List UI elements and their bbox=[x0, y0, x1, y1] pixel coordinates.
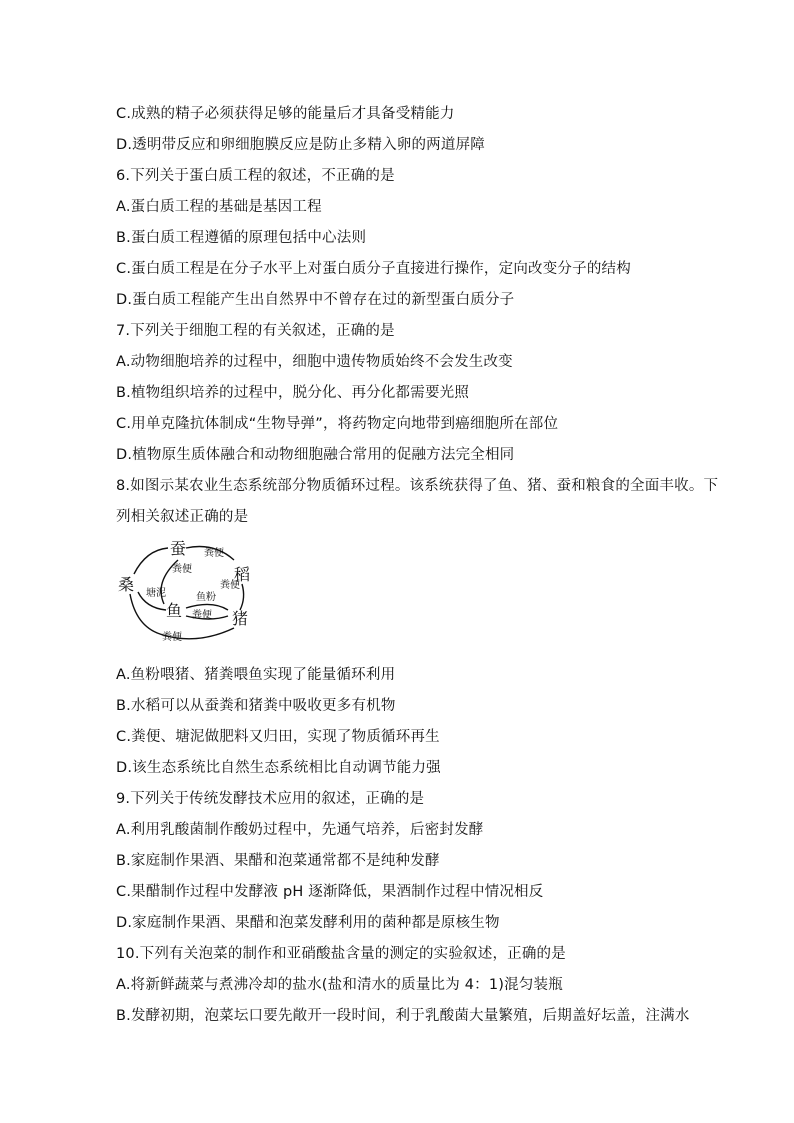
option-b: B.家庭制作果酒、果醋和泡菜通常都不是纯种发酵 bbox=[116, 853, 440, 869]
option-c: C.果醋制作过程中发酵液 pH 逐渐降低，果酒制作过程中情况相反 bbox=[116, 884, 544, 900]
option-b: B.水稻可以从蚕粪和猪粪中吸收更多有机物 bbox=[116, 698, 396, 714]
node-fish: 鱼 bbox=[166, 601, 183, 620]
option-a: A.动物细胞培养的过程中，细胞中遗传物质始终不会发生改变 bbox=[116, 354, 513, 370]
option-d: D.蛋白质工程能产生出自然界中不曾存在过的新型蛋白质分子 bbox=[116, 292, 515, 308]
arrow-mulberry-silkworm bbox=[134, 548, 168, 574]
option-d: D.该生态系统比自然生态系统相比自动调节能力强 bbox=[116, 760, 441, 776]
arrow-rice-pig bbox=[240, 584, 244, 610]
edge-label: 塘泥 bbox=[146, 588, 166, 599]
option-a: A.蛋白质工程的基础是基因工程 bbox=[116, 199, 322, 215]
option-d: D.家庭制作果酒、果醋和泡菜发酵利用的菌种都是原核生物 bbox=[116, 915, 500, 931]
edge-label: 鱼粉 bbox=[196, 592, 216, 603]
node-silkworm: 蚕 bbox=[170, 539, 187, 558]
node-pig: 猪 bbox=[232, 609, 249, 628]
node-rice: 稻 bbox=[234, 565, 251, 584]
node-mulberry: 桑 bbox=[118, 575, 135, 594]
option-b: B.植物组织培养的过程中，脱分化、再分化都需要光照 bbox=[116, 385, 470, 401]
question-8-cont: 列相关叙述正确的是 bbox=[116, 509, 249, 525]
option-b: B.蛋白质工程遵循的原理包括中心法则 bbox=[116, 230, 367, 246]
edge-label: 粪便 bbox=[220, 580, 240, 591]
question-7: 7.下列关于细胞工程的有关叙述，正确的是 bbox=[116, 323, 395, 339]
option-c: C.粪便、塘泥做肥料又归田，实现了物质循环再生 bbox=[116, 729, 440, 745]
option-d: D.植物原生质体融合和动物细胞融合常用的促融方法完全相同 bbox=[116, 447, 515, 463]
question-6: 6.下列关于蛋白质工程的叙述，不正确的是 bbox=[116, 168, 395, 184]
text-line: C.成熟的精子必须获得足够的能量后才具备受精能力 bbox=[116, 106, 455, 122]
question-8: 8.如图示某农业生态系统部分物质循环过程。该系统获得了鱼、猪、蚕和粮食的全面丰收。下 bbox=[116, 478, 719, 494]
question-10: 10.下列有关泡菜的制作和亚硝酸盐含量的测定的实验叙述，正确的是 bbox=[116, 946, 566, 962]
material-cycle-diagram bbox=[116, 538, 266, 650]
option-a: A.利用乳酸菌制作酸奶过程中，先通气培养，后密封发酵 bbox=[116, 822, 484, 838]
edge-label: 粪便 bbox=[192, 610, 212, 621]
text-line: D.透明带反应和卵细胞膜反应是防止多精入卵的两道屏障 bbox=[116, 137, 485, 153]
question-9: 9.下列关于传统发酵技术应用的叙述，正确的是 bbox=[116, 791, 425, 807]
edge-label: 粪便 bbox=[172, 564, 192, 575]
option-c: C.蛋白质工程是在分子水平上对蛋白质分子直接进行操作，定向改变分子的结构 bbox=[116, 261, 631, 277]
option-c: C.用单克隆抗体制成“生物导弹”，将药物定向地带到癌细胞所在部位 bbox=[116, 416, 559, 432]
option-a: A.将新鲜蔬菜与煮沸冷却的盐水(盐和清水的质量比为 4：1)混匀装瓶 bbox=[116, 977, 563, 993]
edge-label: 粪便 bbox=[204, 548, 224, 559]
option-a: A.鱼粉喂猪、猪粪喂鱼实现了能量循环利用 bbox=[116, 667, 396, 683]
edge-label: 粪便 bbox=[162, 632, 182, 643]
option-b: B.发酵初期，泡菜坛口要先敞开一段时间，利于乳酸菌大量繁殖，后期盖好坛盖，注满水 bbox=[116, 1008, 690, 1024]
